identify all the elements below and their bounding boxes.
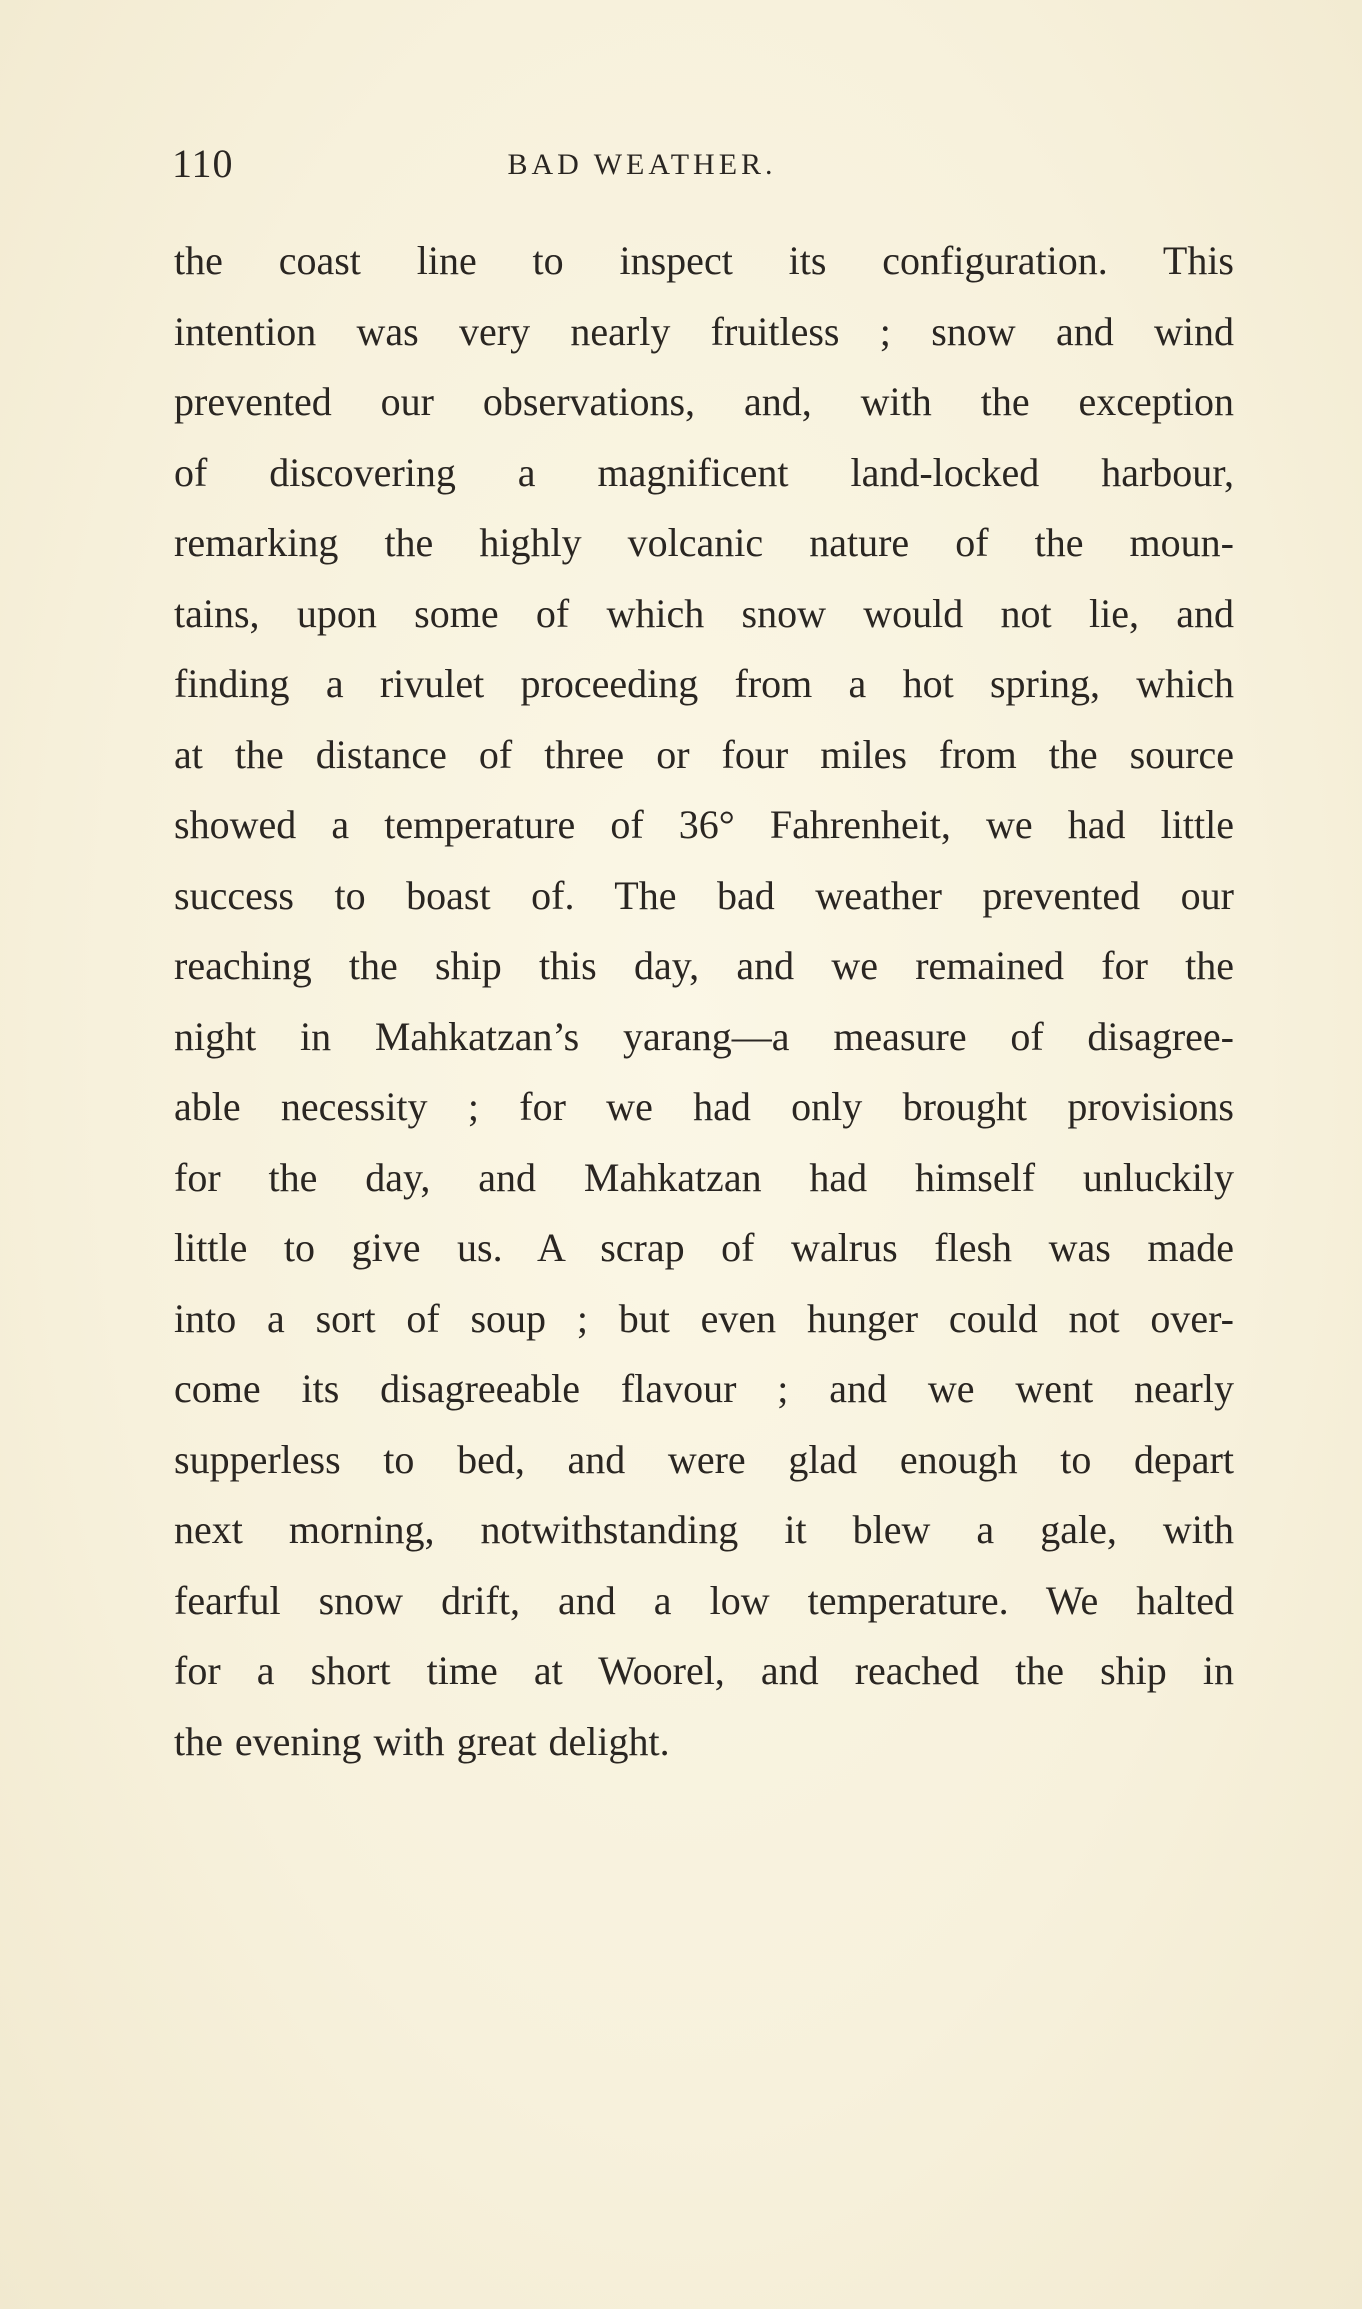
text-line-last: the evening with great delight. [174,1718,670,1764]
text-line: able necessity ; for we had only brought provisions [174,1084,1234,1129]
text-line: intention was very nearly fruitless ; snow and wind [174,308,1234,354]
text-line: the coast line to inspect its configuration. This [174,238,1234,283]
text-line: fearful snow drift, and a low temperature. We halted [174,1577,1234,1623]
text-line: little to give us. A scrap of walrus flesh was made [174,1225,1234,1270]
text-line: showed a temperature of 36° Fahrenheit, we had little [174,802,1234,847]
text-line: reaching the ship this day, and we remained for the [174,943,1234,988]
text-line: remarking the highly volcanic nature of the moun- [174,520,1234,565]
page-number: 110 [172,141,234,186]
body-text [174,226,1234,1777]
text-line: for a short time at Woorel, and reached the ship in [174,1648,1234,1693]
text-line: come its disagreeable flavour ; and we went nearly [174,1366,1234,1411]
text-line: supperless to bed, and were glad enough to depart [174,1436,1234,1482]
text-line: night in Mahkatzan’s yarang—a measure of disagree- [174,1013,1234,1059]
text-line: prevented our observations, and, with the exception [174,379,1234,424]
text-line: of discovering a magnificent land-locked harbour, [174,449,1234,495]
text-line: finding a rivulet proceeding from a hot spring, which [174,661,1234,706]
text-line: for the day, and Mahkatzan had himself unluckily [174,1154,1234,1200]
text-line: tains, upon some of which snow would not lie, and [174,590,1234,636]
text-line: into a sort of soup ; but even hunger could not over- [174,1295,1234,1341]
text-line: at the distance of three or four miles from the source [174,731,1234,777]
text-line: success to boast of. The bad weather prevented our [174,872,1234,918]
running-head: BAD WEATHER. [507,148,777,181]
text-line: next morning, notwithstanding it blew a gale, with [174,1507,1234,1552]
page-header [172,140,1232,200]
